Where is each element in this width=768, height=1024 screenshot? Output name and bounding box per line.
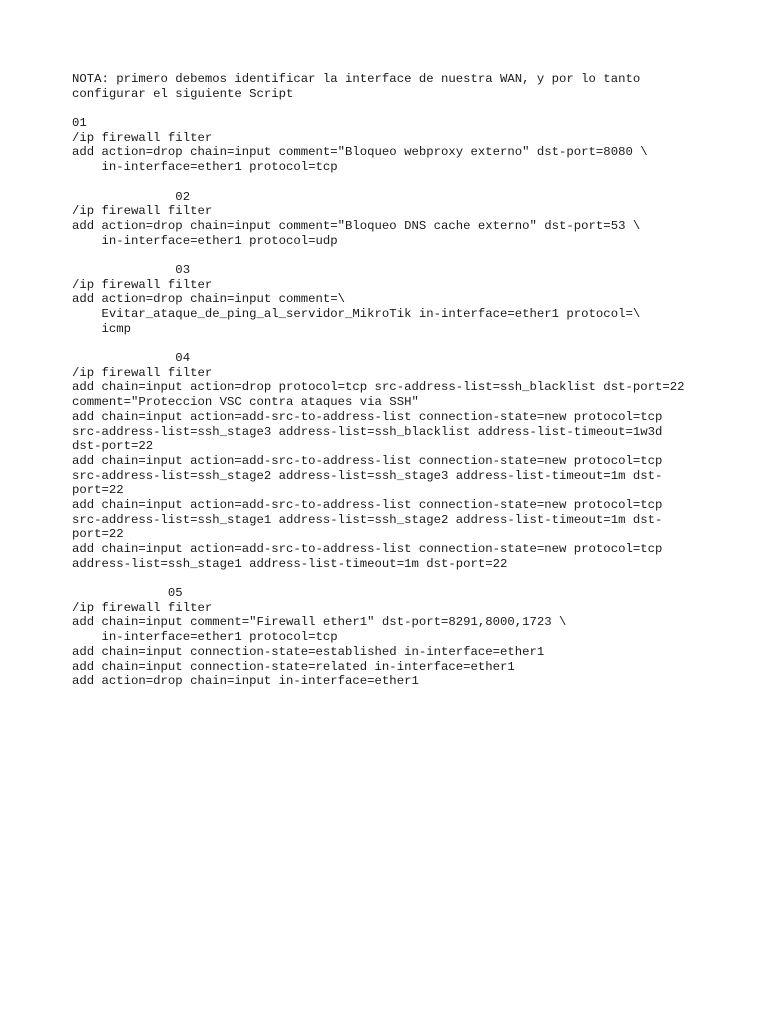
note-line-1: NOTA: primero debemos identificar la interface de nuestra WAN, y por lo tanto — [72, 72, 641, 86]
code-line: add chain=input action=drop protocol=tcp src-address-list=ssh_blacklist dst-port=22 — [72, 380, 685, 395]
code-line: /ip firewall filter — [72, 277, 213, 292]
code-line: in-interface=ether1 protocol=udp — [72, 233, 338, 248]
blank-line — [72, 571, 712, 586]
code-line: add chain=input action=add-src-to-address-list connection-state=new protocol=tcp — [72, 542, 663, 556]
code-line: dst-port=22 — [72, 439, 154, 454]
code-line: add action=drop chain=input comment=\ — [72, 292, 346, 307]
section-number-01: 01 — [72, 116, 87, 131]
blank-line — [72, 336, 712, 351]
section-number-03: 03 — [72, 262, 191, 277]
code-line: src-address-list=ssh_stage3 address-list=ssh_blacklist address-list-timeout=1w3d — [72, 424, 663, 439]
code-line: add chain=input connection-state=related in-interface=ether1 — [72, 659, 515, 674]
code-line: src-address-list=ssh_stage2 address-list=ssh_stage3 address-list-timeout=1m dst- — [72, 468, 663, 483]
code-line: /ip firewall filter — [72, 130, 213, 145]
code-line: add action=drop chain=input comment="Bloqueo DNS cache externo" dst-port=53 \ — [72, 218, 641, 233]
code-line: add action=drop chain=input comment="Bloqueo webproxy externo" dst-port=8080 \ — [72, 145, 648, 160]
code-line: /ip firewall filter — [72, 600, 213, 615]
code-line: add chain=input action=add-src-to-address-list connection-state=new protocol=tcp — [72, 497, 663, 512]
blank-line — [72, 175, 712, 190]
code-line: in-interface=ether1 protocol=tcp — [72, 160, 338, 175]
code-line: add chain=input comment="Firewall ether1" dst-port=8291,8000,1723 \ — [72, 615, 567, 630]
code-line: add chain=input action=add-src-to-address-list connection-state=new protocol=tcp — [72, 453, 663, 468]
code-line: add action=drop chain=input in-interface=ether1 — [72, 674, 419, 689]
document-body — [72, 72, 712, 689]
blank-line — [72, 101, 712, 116]
code-line: comment="Proteccion VSC contra ataques via SSH" — [72, 395, 419, 410]
code-line: in-interface=ether1 protocol=tcp — [72, 630, 338, 645]
code-line: add chain=input action=add-src-to-address-list connection-state=new protocol=tcp — [72, 409, 663, 424]
code-line: address-list=ssh_stage1 address-list-timeout=1m dst-port=22 — [72, 556, 508, 571]
code-line: /ip firewall filter — [72, 204, 213, 219]
code-line: add chain=input connection-state=established in-interface=ether1 — [72, 644, 545, 659]
section-number-04: 04 — [72, 351, 191, 366]
code-line: Evitar_ataque_de_ping_al_servidor_MikroTik in-interface=ether1 protocol=\ — [72, 307, 641, 321]
section-number-05: 05 — [72, 586, 183, 601]
section-number-02: 02 — [72, 189, 191, 204]
code-line: port=22 — [72, 527, 124, 542]
code-line: port=22 — [72, 483, 124, 498]
code-line: /ip firewall filter — [72, 365, 213, 380]
blank-line — [72, 248, 712, 263]
code-line: src-address-list=ssh_stage1 address-list=ssh_stage2 address-list-timeout=1m dst- — [72, 512, 663, 527]
note-line-2: configurar el siguiente Script — [72, 86, 294, 101]
code-line: icmp — [72, 321, 132, 336]
